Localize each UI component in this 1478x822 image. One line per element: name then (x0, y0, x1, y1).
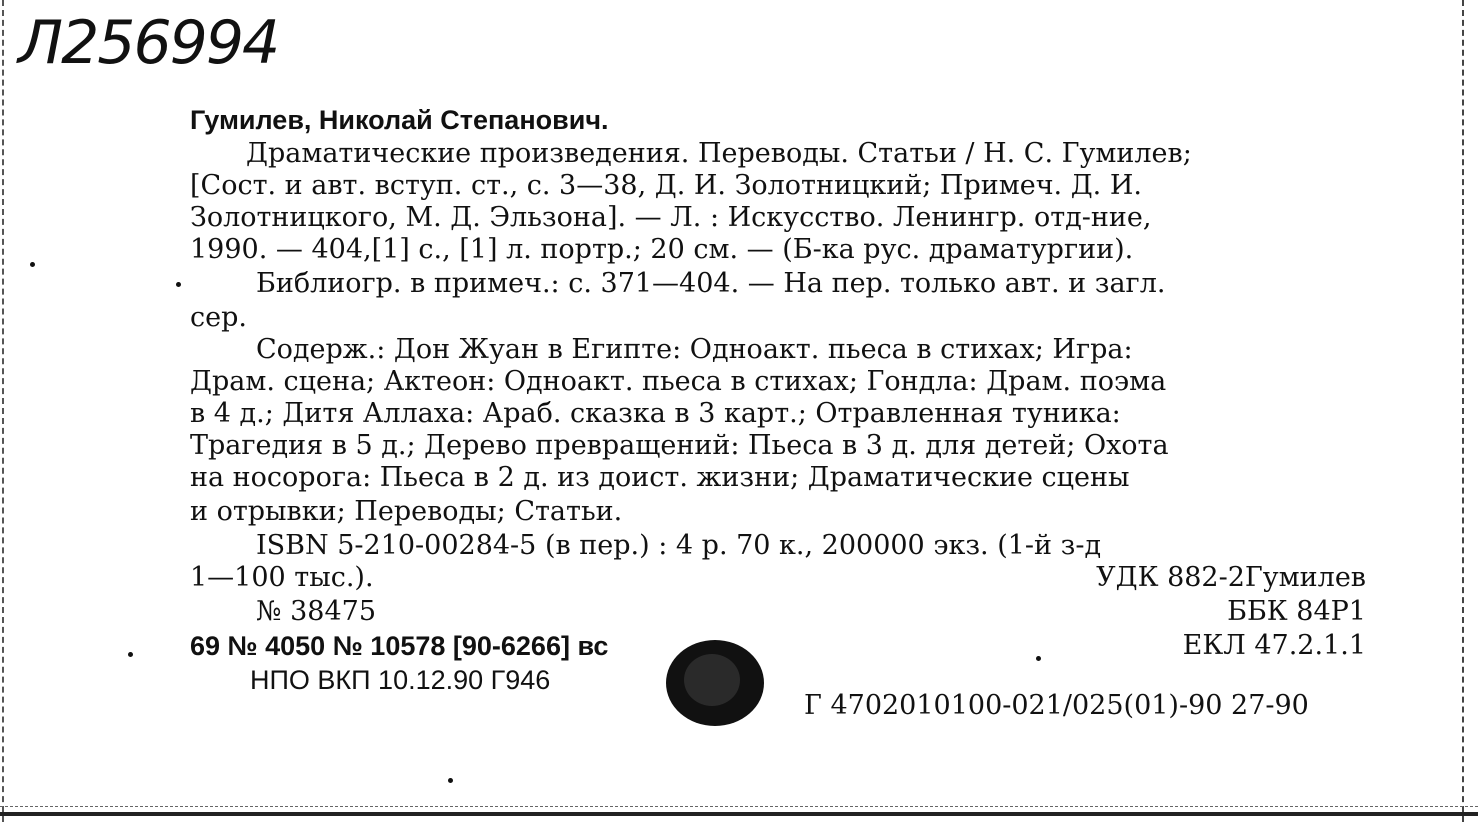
title-line: 1990. — 404,[1] с., [1] л. портр.; 20 см. — (Б-ка рус. драматургии). (190, 234, 1134, 265)
bbk-code: ББК 84Р1 (1227, 596, 1366, 627)
card-bottom-edge (0, 812, 1478, 816)
ink-speck (448, 778, 453, 783)
title-line: [Сост. и авт. вступ. ст., с. 3—38, Д. И. Золотницкий; Примеч. Д. И. (190, 170, 1142, 201)
contents-line: Трагедия в 5 д.; Дерево превращений: Пьеса в 3 д. для детей; Охота (190, 430, 1169, 461)
title-line: Золотницкого, М. Д. Эльзона]. — Л. : Искусство. Ленингр. отд-ние, (190, 202, 1152, 233)
card-bottom-perforation (0, 806, 1478, 807)
ink-speck (30, 262, 35, 267)
contents-line: и отрывки; Переводы; Статьи. (190, 496, 623, 527)
ink-stamp-blot (666, 640, 764, 726)
ink-speck (176, 282, 181, 287)
card-left-edge (2, 0, 6, 822)
ink-speck (1036, 656, 1041, 661)
order-line: 69 № 4050 № 10578 [90-6266] вс (190, 631, 609, 661)
npo-line: НПО ВКП 10.12.90 Г946 (250, 665, 551, 695)
ink-speck (128, 652, 133, 657)
handwritten-code: Л256994 (18, 8, 279, 78)
number-line: № 38475 (256, 596, 377, 627)
contents-line: на носорога: Пьеса в 2 д. из доист. жизни; Драматические сцены (190, 462, 1130, 493)
print-run-line: 1—100 тыс.). (190, 562, 374, 593)
udk-code: УДК 882-2Гумилев (1096, 562, 1366, 593)
code-line: Г 4702010100-021/025(01)-90 27-90 (804, 690, 1309, 721)
isbn-line: ISBN 5-210-00284-5 (в пер.) : 4 р. 70 к., 200000 экз. (1-й з-д (256, 530, 1102, 561)
ekl-code: ЕКЛ 47.2.1.1 (1182, 630, 1366, 661)
bibliography-line: сер. (190, 302, 247, 333)
bibliography-line: Библиогр. в примеч.: с. 371—404. — На пер. только авт. и загл. (256, 268, 1166, 299)
card-right-edge (1462, 0, 1466, 822)
title-line: Драматические произведения. Переводы. Статьи / Н. С. Гумилев; (246, 138, 1192, 169)
contents-line: Драм. сцена; Актеон: Одноакт. пьеса в стихах; Гондла: Драм. поэма (190, 366, 1167, 397)
contents-line: Содерж.: Дон Жуан в Египте: Одноакт. пьеса в стихах; Игра: (256, 334, 1133, 365)
contents-line: в 4 д.; Дитя Аллаха: Араб. сказка в 3 карт.; Отравленная туника: (190, 398, 1121, 429)
author-heading: Гумилев, Николай Степанович. (190, 105, 609, 135)
